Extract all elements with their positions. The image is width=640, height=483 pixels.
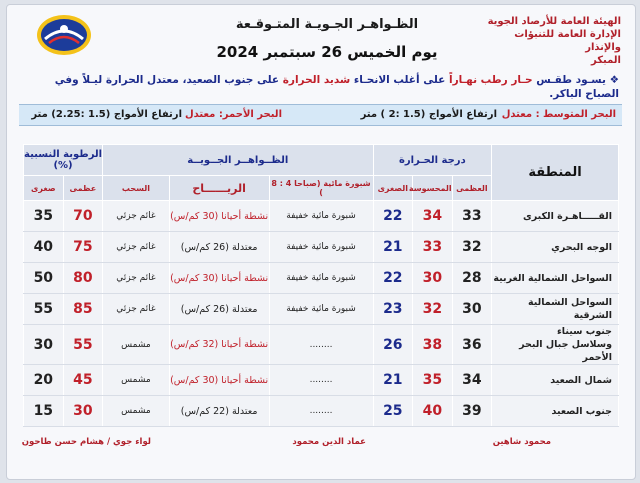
org-line-3: المبكر <box>590 55 621 66</box>
forecast-table <box>23 144 619 427</box>
temp-max: 36 <box>452 325 492 365</box>
region-name: شمال الصعيد <box>492 365 619 396</box>
page-title: الظـواهـر الجـويـة المتـوقـعة <box>235 17 419 32</box>
table-row <box>24 325 619 365</box>
temp-min: 21 <box>373 232 413 263</box>
org-line-1: الهيئة العامة للأرصاد الجوية <box>487 16 621 27</box>
humidity-max: 70 <box>63 201 103 232</box>
humidity-min: 40 <box>24 232 64 263</box>
region-name: جنوب الصعيد <box>492 396 619 427</box>
temp-max: 30 <box>452 294 492 325</box>
region-name <box>492 325 619 365</box>
table-row <box>24 263 619 294</box>
clouds: غائم جزئي <box>103 263 170 294</box>
red-sea-waves: ارتفاع الأمواج (1.5 :2.25) متر <box>31 109 182 120</box>
visibility: شبورة مائية خفيفة <box>269 294 373 325</box>
temp-min: 25 <box>373 396 413 427</box>
bullet-icon: ❖ <box>609 74 619 86</box>
clouds: غائم جزئي <box>103 294 170 325</box>
signatures <box>21 437 621 453</box>
table-row <box>24 232 619 263</box>
col-humidity-max: عظمى <box>63 176 103 201</box>
region-name: السواحل الشمالية الغربية <box>492 263 619 294</box>
visibility: شبورة مائية خفيفة <box>269 232 373 263</box>
humidity-min: 35 <box>24 201 64 232</box>
region-line-1: جنوب سيناء <box>556 326 612 337</box>
forecast-date: يوم الخميس 26 سبتمبر 2024 <box>216 43 438 61</box>
temp-min: 26 <box>373 325 413 365</box>
ema-logo-icon <box>35 13 93 57</box>
temp-min: 23 <box>373 294 413 325</box>
col-humidity: الرطوبة النسبية (%) <box>24 145 103 176</box>
col-temperature: درجة الحـرارة <box>373 145 492 176</box>
humidity-max: 75 <box>63 232 103 263</box>
table-row <box>24 396 619 427</box>
humidity-max: 55 <box>63 325 103 365</box>
summary-part-2: على أغلب الانحـاء <box>353 74 446 86</box>
signature-2: عماد الدين محمود <box>292 437 366 447</box>
temp-max: 32 <box>452 232 492 263</box>
col-feels: المحسوسة <box>413 176 453 201</box>
temp-max: 28 <box>452 263 492 294</box>
red-sea-label: البحر الأحمر: معتدل <box>184 109 282 120</box>
visibility: ........ <box>269 325 373 365</box>
temp-feels: 33 <box>413 232 453 263</box>
temp-feels: 35 <box>413 365 453 396</box>
wind: نشطة أحيانا (30 كم/س) <box>169 263 269 294</box>
clouds: مشمس <box>103 325 170 365</box>
col-visibility: شبورة مائية (صباحا 4 : 8 ) <box>269 176 373 201</box>
clouds: غائم جزئي <box>103 201 170 232</box>
signature-3: لواء جوي / هشام حسن طاحون <box>21 437 151 447</box>
humidity-max: 45 <box>63 365 103 396</box>
med-sea-waves: ارتفاع الأمواج (1.5 :2 ) متر <box>360 109 497 120</box>
forecast-sheet <box>6 4 636 480</box>
temp-feels: 32 <box>413 294 453 325</box>
col-region: المنطقة <box>492 145 619 201</box>
temp-max: 34 <box>452 365 492 396</box>
visibility: شبورة مائية خفيفة <box>269 201 373 232</box>
temp-min: 22 <box>373 263 413 294</box>
humidity-max: 85 <box>63 294 103 325</box>
table-row <box>24 365 619 396</box>
wind: معتدلة (26 كم/س) <box>169 294 269 325</box>
weather-summary <box>21 73 619 101</box>
visibility: ........ <box>269 396 373 427</box>
med-sea-label: البحر المتوسط : معتدل <box>501 109 616 120</box>
wind: معتدلة (22 كم/س) <box>169 396 269 427</box>
humidity-min: 20 <box>24 365 64 396</box>
summary-highlight-2: شديد الحرارة <box>282 74 351 86</box>
organization-header <box>481 15 621 67</box>
humidity-min: 55 <box>24 294 64 325</box>
temp-feels: 38 <box>413 325 453 365</box>
region-name: الوجه البحري <box>492 232 619 263</box>
temp-feels: 40 <box>413 396 453 427</box>
temp-max: 39 <box>452 396 492 427</box>
wind: نشطة أحيانا (30 كم/س) <box>169 201 269 232</box>
signature-1: محمود شاهين <box>492 437 551 447</box>
temp-max: 33 <box>452 201 492 232</box>
col-phenomena: الظــواهــر الجــويــة <box>103 145 373 176</box>
visibility: ........ <box>269 365 373 396</box>
temp-min: 21 <box>373 365 413 396</box>
region-line-2: وسلاسل جبال البحر الأحمر <box>519 339 612 363</box>
temp-feels: 34 <box>413 201 453 232</box>
region-name: السواحل الشمالية الشرقية <box>492 294 619 325</box>
humidity-min: 30 <box>24 325 64 365</box>
summary-highlight-1: حـار رطب نهـاراً <box>448 74 533 86</box>
humidity-min: 15 <box>24 396 64 427</box>
wind: معتدلة (26 كم/س) <box>169 232 269 263</box>
col-humidity-min: صغرى <box>24 176 64 201</box>
table-row <box>24 201 619 232</box>
wind: نشطة أحيانا (30 كم/س) <box>169 365 269 396</box>
temp-feels: 30 <box>413 263 453 294</box>
humidity-max: 80 <box>63 263 103 294</box>
clouds: مشمس <box>103 365 170 396</box>
clouds: غائم جزئي <box>103 232 170 263</box>
summary-part-3: على جنوب الصعيد، معتدل الحرارة ليـلاً وفي الصباح الباكر. <box>54 74 619 100</box>
col-wind: الريــــــاح <box>169 176 269 201</box>
humidity-max: 30 <box>63 396 103 427</box>
wind: نشطة أحيانا (32 كم/س) <box>169 325 269 365</box>
org-line-2: الإدارة العامة للتنبؤات والإنذار <box>514 29 621 53</box>
col-min: الصغرى <box>373 176 413 201</box>
summary-part-1: يسـود طقـس <box>536 74 606 86</box>
clouds: مشمس <box>103 396 170 427</box>
col-max: العظمى <box>452 176 492 201</box>
table-row <box>24 294 619 325</box>
humidity-min: 50 <box>24 263 64 294</box>
sea-state-bar <box>19 104 622 126</box>
temp-min: 22 <box>373 201 413 232</box>
col-clouds: السحب <box>103 176 170 201</box>
region-name: القـــــاهـرة الكبرى <box>492 201 619 232</box>
visibility: شبورة مائية خفيفة <box>269 263 373 294</box>
